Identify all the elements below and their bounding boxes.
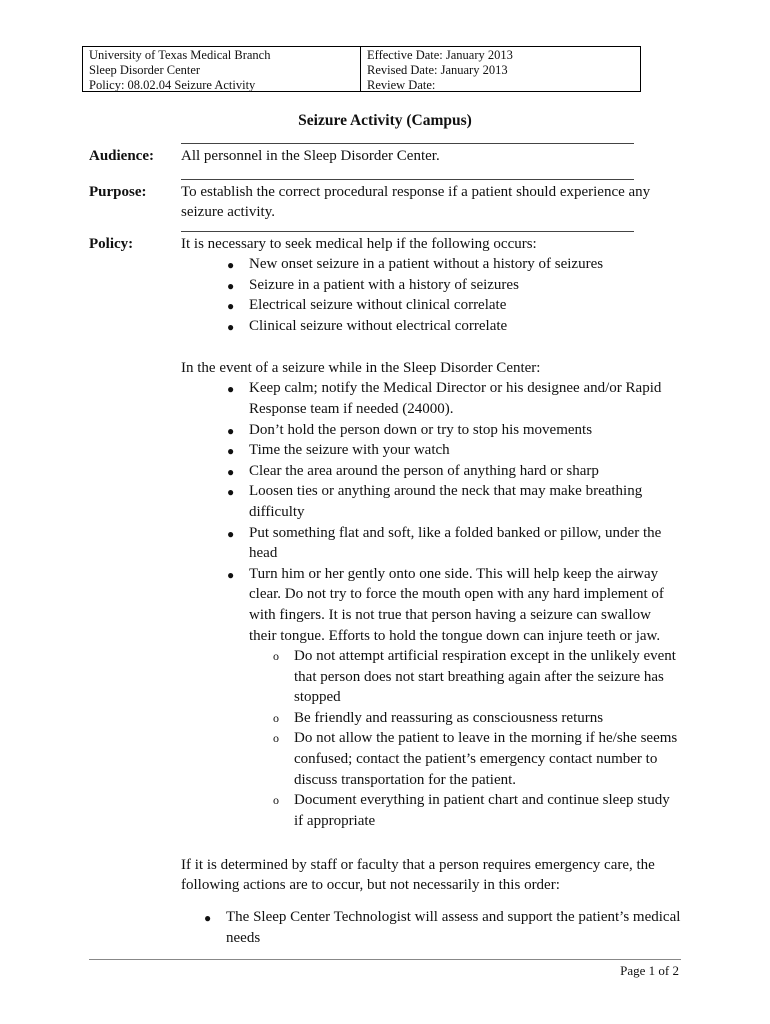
- divider: [181, 179, 634, 180]
- purpose-text: To establish the correct procedural response if a patient should experience any seizure activity.: [181, 184, 651, 220]
- document-header: [82, 46, 641, 92]
- list-item: ● New onset seizure in a patient without a history of seizures: [181, 254, 681, 275]
- bullet-icon: ●: [227, 423, 235, 438]
- emergency-intro: If it is determined by staff or faculty that a person requires emergency care, the following actions are to occur, but not necessarily in this order:: [181, 857, 655, 894]
- hollow-bullet-icon: o: [273, 649, 279, 664]
- document-title: Seizure Activity (Campus): [298, 112, 472, 129]
- list-item: ● Keep calm; notify the Medical Director or his designee and/or Rapid Response team if needed (24000).: [227, 380, 662, 417]
- bullet-icon: ●: [227, 444, 235, 459]
- footer-divider: [89, 959, 681, 960]
- list-item: ● Don’t hold the person down or try to stop his movements: [181, 420, 681, 441]
- list-item: ● Electrical seizure without clinical correlate: [181, 295, 681, 316]
- list-item: ● Turn him or her gently onto one side. This will help keep the airway clear. Do not try to force the mouth open with any hard implement of with fingers. It is not true that person having a seizure can swallow their tongue. Efforts to hold the tongue down can injure teeth or jaw.: [227, 565, 664, 644]
- emergency-action-list: [181, 907, 681, 948]
- list-item: ● Seizure in a patient with a history of seizures: [181, 275, 681, 296]
- sub-step-list: [181, 646, 681, 831]
- condition-list: [181, 254, 681, 336]
- bullet-icon: ●: [227, 319, 235, 334]
- divider: [181, 143, 634, 144]
- hollow-bullet-icon: o: [273, 731, 279, 746]
- header-effective-date: Effective Date: January 2013: [367, 48, 513, 62]
- list-item: ● Put something flat and soft, like a folded banked or pillow, under the head: [227, 524, 662, 562]
- bullet-icon: ●: [227, 464, 235, 479]
- bullet-icon: ●: [204, 911, 212, 926]
- list-item: o Do not allow the patient to leave in the morning if he/she seems confused; contact the patient’s emergency contact number to discuss transportation for the patient.: [273, 730, 678, 788]
- bullet-icon: ●: [227, 258, 235, 272]
- bullet-icon: ●: [227, 567, 235, 582]
- hollow-bullet-icon: o: [273, 710, 279, 725]
- event-step-list: [181, 378, 681, 646]
- list-item: ● The Sleep Center Technologist will assess and support the patient’s medical needs: [204, 909, 681, 947]
- header-dates-block: [361, 47, 640, 91]
- audience-text: All personnel in the Sleep Disorder Center.: [181, 148, 440, 164]
- policy-body: [181, 234, 681, 949]
- list-item: ● Clear the area around the person of anything hard or sharp: [181, 461, 681, 482]
- header-review-date: Review Date:: [367, 78, 436, 92]
- page-number: Page 1 of 2: [620, 963, 679, 978]
- hollow-bullet-icon: o: [273, 793, 279, 808]
- divider: [181, 231, 634, 232]
- policy-intro: It is necessary to seek medical help if the following occurs:: [181, 236, 537, 252]
- header-department: Sleep Disorder Center: [89, 63, 201, 77]
- purpose-label: Purpose:: [89, 184, 147, 200]
- header-revised-date: Revised Date: January 2013: [367, 63, 508, 77]
- list-item: o Document everything in patient chart and continue sleep study if appropriate: [273, 792, 670, 829]
- list-item: ● Clinical seizure without electrical correlate: [181, 316, 681, 337]
- header-institution-block: [83, 47, 361, 91]
- event-intro: In the event of a seizure while in the Sleep Disorder Center:: [181, 360, 541, 377]
- bullet-icon: ●: [227, 299, 235, 314]
- list-item: ● Time the seizure with your watch: [181, 440, 681, 461]
- header-policy-number: Policy: 08.02.04 Seizure Activity: [89, 78, 256, 92]
- bullet-icon: ●: [227, 526, 235, 541]
- bullet-icon: ●: [227, 382, 235, 397]
- policy-label: Policy:: [89, 236, 134, 252]
- bullet-icon: ●: [227, 278, 235, 293]
- bullet-icon: ●: [227, 485, 235, 500]
- list-item: ● Loosen ties or anything around the neck that may make breathing difficulty: [227, 483, 643, 520]
- audience-label: Audience:: [89, 148, 154, 164]
- list-item: o Be friendly and reassuring as consciousness returns: [181, 708, 681, 729]
- header-institution: University of Texas Medical Branch: [89, 48, 271, 62]
- list-item: o Do not attempt artificial respiration except in the unlikely event that person does not start breathing again after the seizure has stopped: [273, 648, 676, 706]
